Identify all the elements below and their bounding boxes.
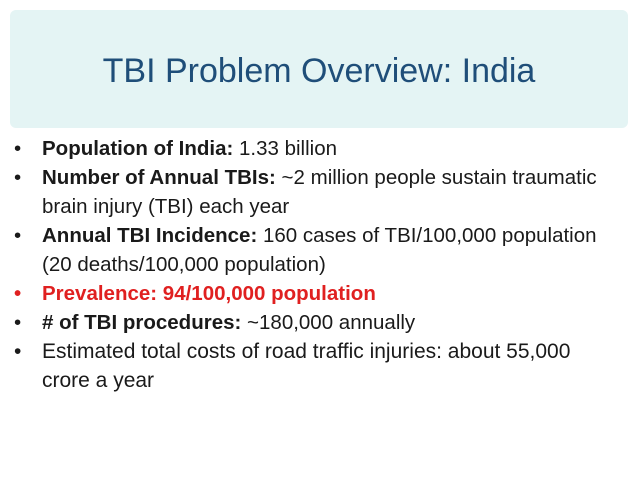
bullet-text: 160 cases of TBI/100,000 population (20 deaths/100,000 population) [42, 224, 597, 276]
bullet-procedures [14, 308, 624, 337]
bullet-glyph: • [14, 166, 22, 189]
bullet-label: # of TBI procedures: [42, 311, 242, 334]
bullet-glyph: • [14, 137, 22, 160]
bullet-glyph: • [14, 224, 22, 247]
bullet-incidence [14, 221, 624, 279]
bullet-label: Number of Annual TBIs: [42, 166, 276, 189]
bullet-text: ~2 million people sustain traumatic brain injury (TBI) each year [42, 166, 597, 218]
bullet-text: Estimated total costs of road traffic injuries: about 55,000 crore a year [42, 340, 571, 392]
bullet-annual-tbis [14, 163, 624, 221]
bullet-glyph: • [14, 340, 22, 363]
bullet-text: Prevalence: 94/100,000 population [42, 282, 376, 305]
bullet-population [14, 134, 624, 163]
bullet-costs [14, 337, 624, 395]
bullet-label: Population of India: [42, 137, 234, 160]
bullet-label: Annual TBI Incidence: [42, 224, 258, 247]
bullet-prevalence [14, 279, 624, 308]
bullet-text: ~180,000 annually [241, 311, 416, 334]
bullet-list [14, 134, 624, 395]
bullet-glyph: • [14, 311, 22, 334]
bullet-text: 1.33 billion [233, 137, 338, 160]
bullet-glyph: • [14, 282, 22, 305]
slide-title: TBI Problem Overview: India [102, 52, 536, 90]
